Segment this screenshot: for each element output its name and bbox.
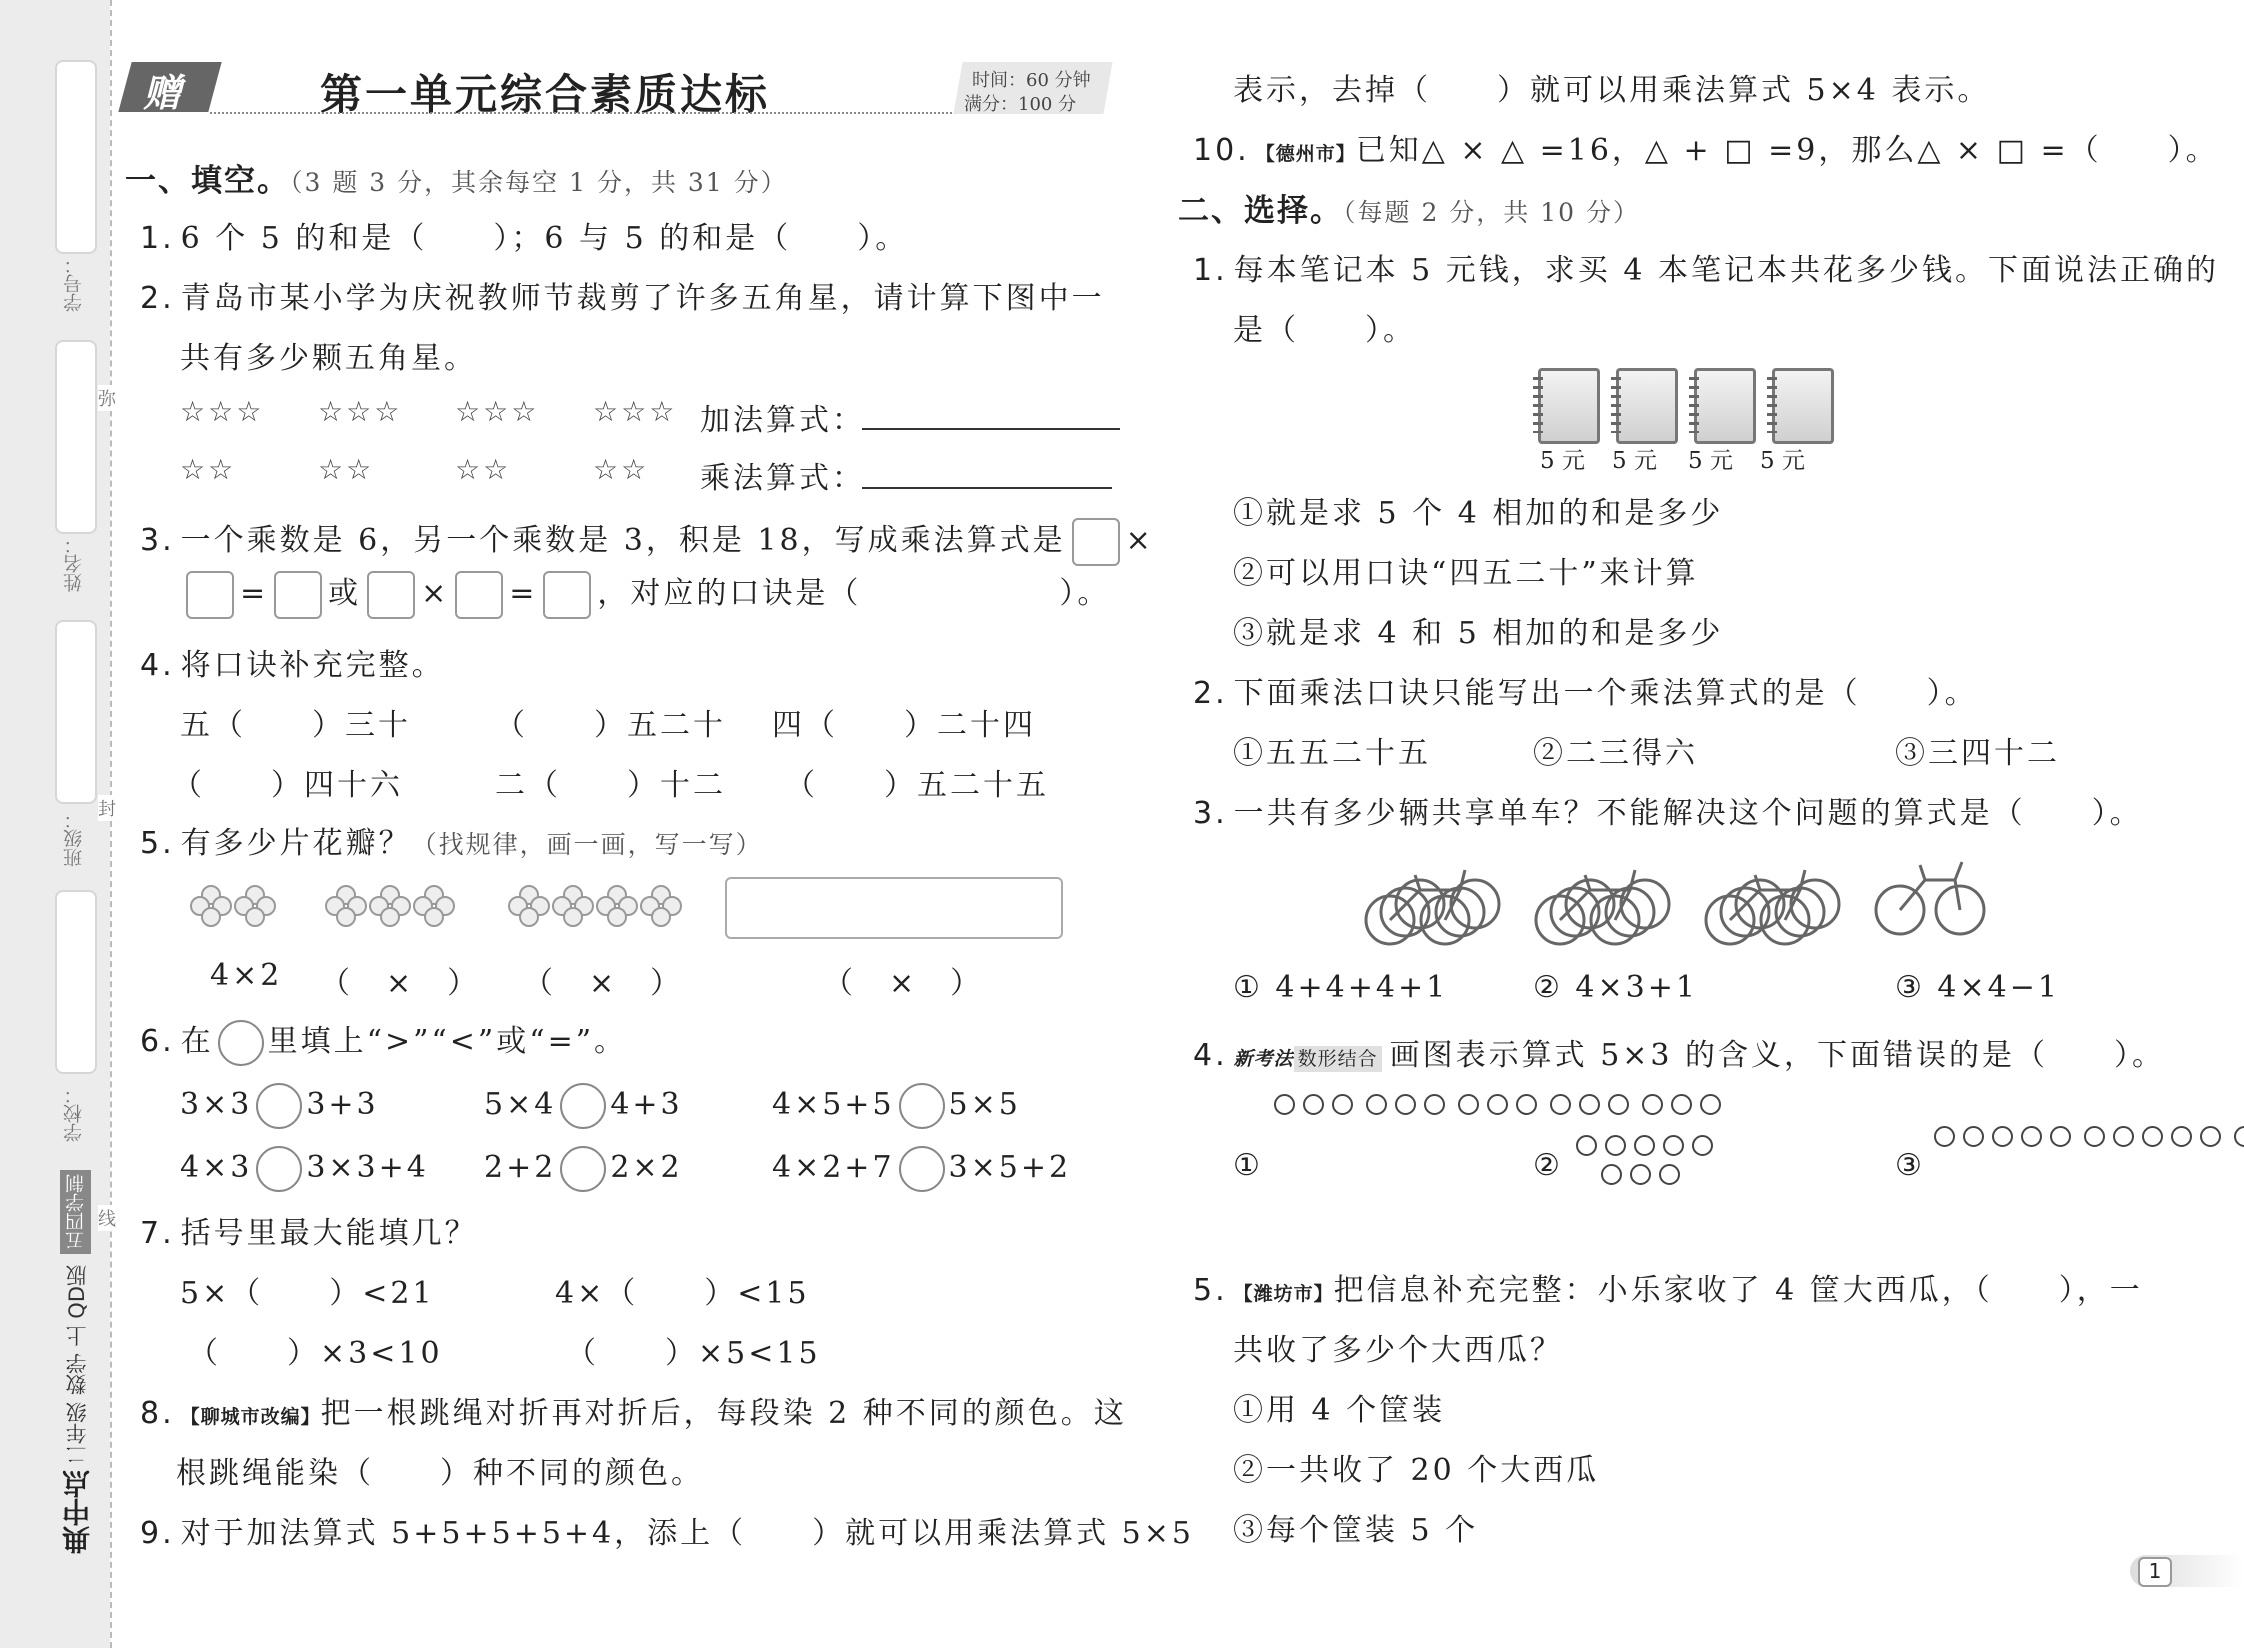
dot-grid-1 <box>1270 1092 1360 1121</box>
notebook-icon <box>1694 368 1756 444</box>
compare-circle[interactable] <box>560 1146 606 1192</box>
price-label-2: 5 元 <box>1612 448 1657 474</box>
q4-item-2: （ ）五二十 <box>495 708 726 743</box>
question-9-line1: 9. 对于加法算式 5+5+5+5+4，添上（ ）就可以用乘法算式 5×5 <box>140 1516 1194 1551</box>
flower-icon <box>508 885 546 923</box>
notebook-row <box>1530 368 1842 448</box>
time-limit: 时间：60 分钟 <box>972 70 1091 91</box>
question-8-line2: 根跳绳能染（ ）种不同的颜色。 <box>176 1456 704 1491</box>
q6-item-4: 4×3 3×3+4 <box>180 1146 429 1192</box>
choice-4-option-1-label[interactable]: ① <box>1233 1148 1263 1183</box>
addition-answer-line[interactable] <box>862 428 1120 430</box>
q5-expr-1: 4×2 <box>210 958 283 993</box>
flower-icon <box>640 885 678 923</box>
q4-item-3: 四（ ）二十四 <box>772 708 1036 743</box>
stars-row2-c: ☆☆ <box>455 453 512 486</box>
name-box[interactable] <box>55 340 97 534</box>
question-1: 1. 6 个 5 的和是（ ）；6 与 5 的和是（ ）。 <box>140 221 909 256</box>
notebook-icon <box>1772 368 1834 444</box>
cut-char-xian: 线 <box>98 1205 116 1231</box>
q4-item-6: （ ）五二十五 <box>785 768 1049 803</box>
q7-item-3: （ ）×3<10 <box>188 1336 443 1371</box>
q3-box-4[interactable] <box>367 571 415 619</box>
compare-circle[interactable] <box>256 1146 302 1192</box>
choice-4-option-3-label[interactable]: ③ <box>1895 1148 1925 1183</box>
q5-expr-3: （ × ） <box>523 966 684 1001</box>
question-8-line1: 8. 【聊城市改编】把一根跳绳对折再对折后，每段染 2 种不同的颜色。这 <box>140 1396 1127 1431</box>
question-7: 7. 括号里最大能填几？ <box>140 1216 478 1251</box>
q6-sample-circle <box>218 1020 264 1066</box>
section1-title <box>125 155 788 200</box>
stars-row2-a: ☆☆ <box>180 453 237 486</box>
question-3-line2: = 或 × = ，对应的口诀是（ ）。 <box>180 568 1110 619</box>
gift-badge-text: 赠 <box>143 70 182 115</box>
page-number: 1 <box>2138 1557 2172 1587</box>
bicycle-group-1 <box>1366 870 1499 944</box>
q5-expr-4: （ × ） <box>823 966 984 1001</box>
q5-draw-box[interactable] <box>725 877 1063 939</box>
dot-grid-3 <box>1930 1124 2070 1153</box>
flower-group-3 <box>508 885 684 923</box>
page-title: 第一单元综合素质达标 <box>320 70 771 119</box>
name-label: 姓名： <box>63 535 85 592</box>
multiplication-answer-line[interactable] <box>862 487 1112 489</box>
stars-row1-a: ☆☆☆ <box>180 395 265 428</box>
choice-5-option-1[interactable]: ①用 4 个筐装 <box>1233 1393 1446 1428</box>
q7-item-1: 5×（ ）<21 <box>180 1276 435 1311</box>
notebook-icon <box>1538 368 1600 444</box>
multiplication-label: 乘法算式： <box>700 461 865 496</box>
school-label: 学校： <box>63 1085 85 1142</box>
cut-char-feng: 封 <box>98 795 116 821</box>
q6-item-1: 3×3 3+3 <box>180 1083 379 1129</box>
flower-icon <box>234 885 272 923</box>
class-box[interactable] <box>55 620 97 804</box>
q3-box-5[interactable] <box>455 571 503 619</box>
choice-5-option-2[interactable]: ②一共收了 20 个大西瓜 <box>1233 1453 1600 1488</box>
flower-icon <box>552 885 590 923</box>
price-label-3: 5 元 <box>1688 448 1733 474</box>
q4-item-5: 二（ ）十二 <box>495 768 726 803</box>
section1-heading: 一、填空。 <box>125 163 290 199</box>
question-2-line1: 2. 青岛市某小学为庆祝教师节裁剪了许多五角星，请计算下图中一 <box>140 281 1105 316</box>
choice-4: 4. 新考法 数形结合 画图表示算式 5×3 的含义，下面错误的是（ ）。 <box>1193 1038 2166 1073</box>
q7-item-4: （ ）×5<15 <box>566 1336 821 1371</box>
bicycle-group-3 <box>1706 870 1839 944</box>
choice-1-option-2[interactable]: ②可以用口诀“四五二十”来计算 <box>1233 556 1699 591</box>
flower-icon <box>190 885 228 923</box>
student-id-box[interactable] <box>55 60 97 254</box>
choice-1-option-3[interactable]: ③就是求 4 和 5 相加的和是多少 <box>1233 616 1724 651</box>
q5-expr-2: （ × ） <box>320 966 481 1001</box>
edition-text: 二年级 数学 上 QD版 <box>65 1265 89 1465</box>
choice-2-option-2[interactable]: ②二三得六 <box>1533 736 1698 771</box>
q4-item-1: 五（ ）三十 <box>180 708 411 743</box>
question-6: 6. 在 里填上“>”“<”或“=”。 <box>140 1016 627 1066</box>
notebook-icon <box>1616 368 1678 444</box>
stars-row2-b: ☆☆ <box>318 453 375 486</box>
stars-row1-c: ☆☆☆ <box>455 395 540 428</box>
q3-box-3[interactable] <box>274 571 322 619</box>
choice-1-option-1[interactable]: ①就是求 5 个 4 相加的和是多少 <box>1233 496 1724 531</box>
compare-circle[interactable] <box>899 1146 945 1192</box>
title-underline <box>210 112 960 114</box>
q3-box-1[interactable] <box>1072 518 1120 566</box>
q7-item-2: 4×（ ）<15 <box>555 1276 810 1311</box>
cut-line <box>110 0 112 1648</box>
class-label: 班级： <box>63 810 85 867</box>
question-4: 4. 将口诀补充完整。 <box>140 648 445 683</box>
bicycle-illustration <box>1350 850 1990 950</box>
compare-circle[interactable] <box>256 1083 302 1129</box>
flower-group-1 <box>190 885 278 923</box>
flower-icon <box>325 885 363 923</box>
compare-circle[interactable] <box>560 1083 606 1129</box>
q3-box-2[interactable] <box>186 571 234 619</box>
flower-icon <box>369 885 407 923</box>
addition-label: 加法算式： <box>700 403 865 438</box>
section1-note: （3 题 3 分，其余每空 1 分，共 31 分） <box>290 168 788 197</box>
question-3-line1: 3. 一个乘数是 6，另一个乘数是 3，积是 18，写成乘法算式是 × <box>140 515 1154 566</box>
q6-item-3: 4×5+5 5×5 <box>772 1083 1021 1129</box>
brand-logo: 典中点 <box>61 1470 94 1554</box>
choice-3-option-1[interactable]: ① 4+4+4+1 <box>1233 970 1449 1005</box>
choice-3-option-2[interactable]: ② 4×3+1 <box>1533 970 1698 1005</box>
flower-icon <box>596 885 634 923</box>
choice-3: 3. 一共有多少辆共享单车？不能解决这个问题的算式是（ ）。 <box>1193 796 2143 831</box>
question-5: 5. 有多少片花瓣？（找规律，画一画，写一写） <box>140 826 763 861</box>
flower-group-2 <box>325 885 457 923</box>
q3-box-6[interactable] <box>543 571 591 619</box>
choice-2-option-3[interactable]: ③三四十二 <box>1895 736 2060 771</box>
q6-item-6: 4×2+7 3×5+2 <box>772 1146 1071 1192</box>
choice-2-option-1[interactable]: ①五五二十五 <box>1233 736 1431 771</box>
choice-5-option-3[interactable]: ③每个筐装 5 个 <box>1233 1513 1479 1548</box>
shape-number-tag: 数形结合 <box>1294 1046 1382 1072</box>
price-label-1: 5 元 <box>1540 448 1585 474</box>
student-id-label: 学号： <box>63 255 85 312</box>
q6-item-5: 2+2 2×2 <box>484 1146 683 1192</box>
bicycle-group-2 <box>1536 870 1669 944</box>
stars-row2-d: ☆☆ <box>593 453 650 486</box>
question-2-line2: 共有多少颗五角星。 <box>180 341 477 376</box>
school-box[interactable] <box>55 890 97 1074</box>
compare-circle[interactable] <box>899 1083 945 1129</box>
full-score: 满分：100 分 <box>964 94 1077 115</box>
cut-char-mi: 弥 <box>98 385 116 411</box>
choice-5-line1: 5. 【潍坊市】把信息补充完整：小乐家收了 4 筐大西瓜，（ ），一 <box>1193 1273 2143 1308</box>
stars-row1-b: ☆☆☆ <box>318 395 403 428</box>
choice-4-option-2-label[interactable]: ② <box>1533 1148 1563 1183</box>
flower-icon <box>413 885 451 923</box>
binding-sidebar <box>0 0 110 1648</box>
choice-1-line2: 是（ ）。 <box>1233 313 1416 348</box>
bicycle-single <box>1876 862 1984 934</box>
choice-2: 2. 下面乘法口诀只能写出一个乘法算式的是（ ）。 <box>1193 676 1978 711</box>
choice-3-option-3[interactable]: ③ 4×4−1 <box>1895 970 2060 1005</box>
choice-5-line2: 共收了多少个大西瓜？ <box>1233 1333 1563 1368</box>
edition-badge: 五四学制 <box>60 1170 91 1254</box>
section2-title: 二、选择。（每题 2 分，共 10 分） <box>1178 193 1641 229</box>
price-label-4: 5 元 <box>1760 448 1805 474</box>
q4-item-4: （ ）四十六 <box>172 768 403 803</box>
dot-grid-2 <box>1572 1133 1732 1191</box>
choice-1-line1: 1. 每本笔记本 5 元钱，求买 4 本笔记本共花多少钱。下面说法正确的 <box>1193 253 2219 288</box>
new-method-tag: 新考法 <box>1233 1048 1294 1070</box>
q6-item-2: 5×4 4+3 <box>484 1083 683 1129</box>
question-9-line2: 表示，去掉（ ）就可以用乘法算式 5×4 表示。 <box>1233 73 1991 108</box>
question-10: 10. 【德州市】已知△ × △ =16，△ + □ =9，那么△ × □ =（ ）。 <box>1193 133 2219 168</box>
stars-row1-d: ☆☆☆ <box>593 395 678 428</box>
